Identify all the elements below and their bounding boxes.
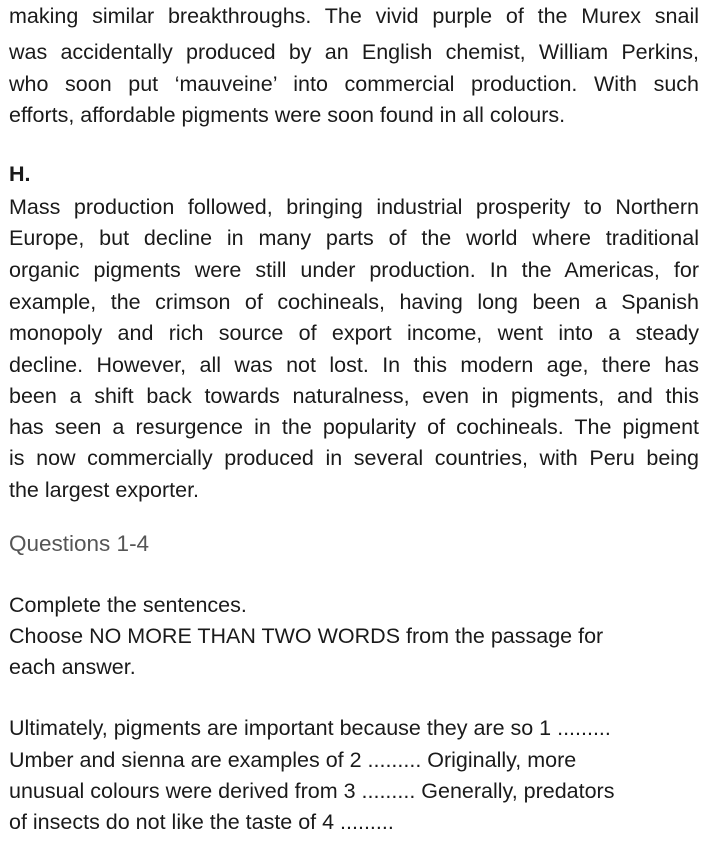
paragraph-line: making similar breakthroughs. The vivid purple of the Murex snail xyxy=(9,4,699,28)
question-line: Umber and sienna are examples of 2 ......... Originally, more xyxy=(9,748,577,772)
paragraph-line: Mass production followed, bringing industrial prosperity to Northern xyxy=(9,195,699,219)
paragraph-line: Europe, but decline in many parts of the world where traditional xyxy=(9,226,699,250)
paragraph-line: was accidentally produced by an English chemist, William Perkins, xyxy=(9,40,699,64)
paragraph-line: the largest exporter. xyxy=(9,478,200,502)
paragraph-line: efforts, affordable pigments were soon found in all colours. xyxy=(9,103,566,127)
paragraph-line: organic pigments were still under production. In the Americas, for xyxy=(9,258,699,282)
question-line: Ultimately, pigments are important because they are so 1 ......... xyxy=(9,716,611,740)
paragraph-line: been a shift back towards naturalness, even in pigments, and this xyxy=(9,384,699,408)
paragraph-line: decline. However, all was not lost. In this modern age, there has xyxy=(9,353,699,377)
question-line: of insects do not like the taste of 4 ......... xyxy=(9,810,394,834)
section-label: H. xyxy=(9,162,31,186)
instruction-line: Complete the sentences. xyxy=(9,593,247,617)
paragraph-line: monopoly and rich source of export income, went into a steady xyxy=(9,321,699,345)
question-line: unusual colours were derived from 3 ......... Generally, predators xyxy=(9,779,615,803)
paragraph-line: has seen a resurgence in the popularity of cochineals. The pigment xyxy=(9,415,699,439)
questions-heading: Questions 1-4 xyxy=(9,531,150,556)
instruction-line: each answer. xyxy=(9,655,136,679)
paragraph-line: who soon put ‘mauveine’ into commercial production. With such xyxy=(9,72,699,96)
paragraph-line: is now commercially produced in several countries, with Peru being xyxy=(9,446,699,470)
instruction-line: Choose NO MORE THAN TWO WORDS from the passage for xyxy=(9,624,604,648)
paragraph-line: example, the crimson of cochineals, having long been a Spanish xyxy=(9,290,699,314)
